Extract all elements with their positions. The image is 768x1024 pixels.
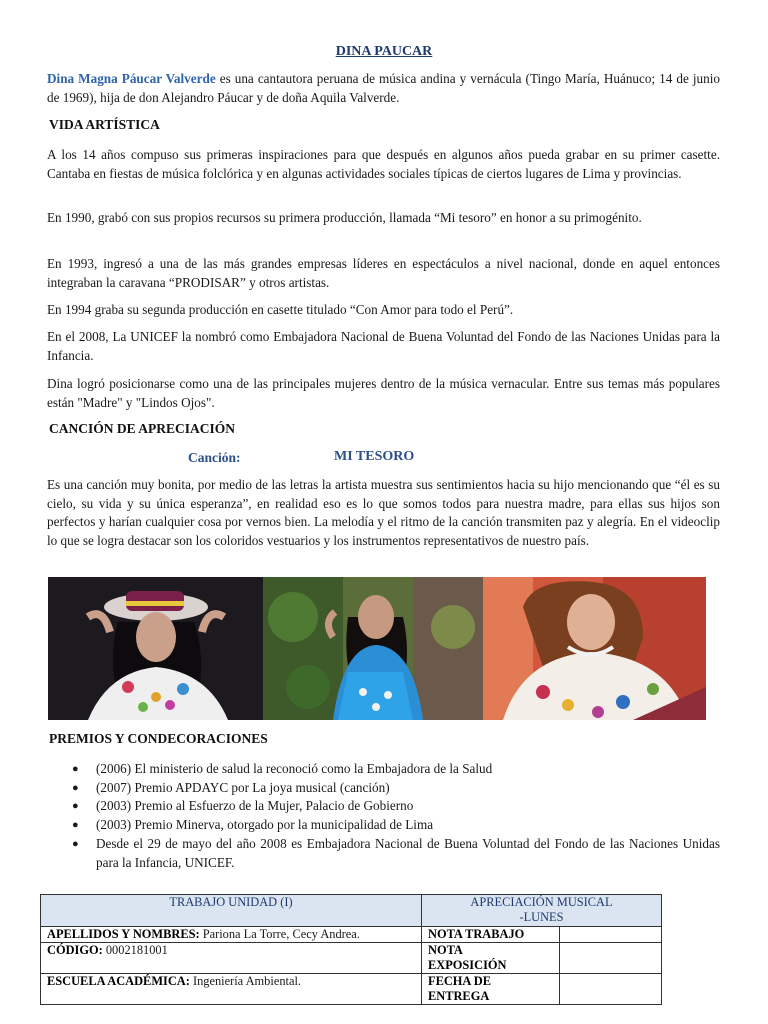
intro-paragraph	[47, 70, 720, 107]
table-head-work: TRABAJO UNIDAD (I)	[41, 895, 422, 927]
award-item: ● Desde el 29 de mayo del año 2008 es Embajadora Nacional de Buena Voluntad del Fondo de las Naciones Unidas para la Infancia, UNICEF.	[72, 835, 720, 870]
student-name-cell: APELLIDOS Y NOMBRES: Pariona La Torre, Cecy Andrea.	[41, 927, 422, 943]
intro-text: es una cantautora peruana de música andina y vernácula (Tingo María, Huánuco; 14 de junio de 1969), hija de don Alejandro Páucar y de doña Aquila Valverde.	[47, 71, 720, 105]
grade-work-value	[560, 927, 662, 943]
appreciation-paragraph: Es una canción muy bonita, por medio de las letras la artista muestra sus sentimientos hacia su hijo mencionando que “él es su cielo, su vida y su única esperanza”, en realidad eso es lo que somos todos para nuestra madre, para ellas sus hijos son perfectos y harían cualquier cosa por vernos bien. La melodía y el ritmo de la canción transmiten paz y alegría. En el videoclip lo que se logra destacar son los coloridos vestuarios y los instrumentos representativos de nuestro país.	[47, 477, 720, 548]
grade-expo-value	[560, 943, 662, 974]
table-head-course: APRECIACIÓN MUSICAL -LUNES	[422, 895, 662, 927]
grade-expo-label: NOTA EXPOSICIÓN	[422, 943, 560, 974]
career-paragraph-1: A los 14 años compuso sus primeras inspiraciones para que después en algunos años pueda grabar en su primer casette. Cantaba en fiestas de música folclórica y en algunas actividades sociales típicas de ciertos lugares de Lima y provincias.	[47, 147, 720, 181]
document-title: DINA PAUCAR	[335, 44, 433, 59]
bullet-icon: ●	[72, 781, 79, 794]
student-code-cell: CÓDIGO: 0002181001	[41, 943, 422, 974]
career-paragraph-6: Dina logró posicionarse como una de las principales mujeres dentro de la música vernacular. Entre sus temas más populares están "Madre" y "Lindos Ojos".	[47, 376, 720, 410]
award-item: ● (2006) El ministerio de salud la reconoció como la Embajadora de la Salud	[47, 760, 720, 779]
delivery-date-value	[560, 974, 662, 1005]
award-item: ● (2007) Premio APDAYC por La joya musical (canción)	[47, 779, 720, 798]
appreciation-heading: CANCIÓN DE APRECIACIÓN	[49, 421, 236, 436]
career-paragraph-2: En 1990, grabó con sus propios recursos su primera producción, llamada “Mi tesoro” en honor a su primogénito.	[47, 210, 642, 225]
bullet-icon: ●	[72, 800, 79, 813]
award-item: ● (2003) Premio Minerva, otorgado por la municipalidad de Lima	[47, 816, 720, 835]
award-item: ● (2003) Premio al Esfuerzo de la Mujer, Palacio de Gobierno	[47, 797, 720, 816]
bullet-icon: ●	[72, 763, 79, 775]
song-label: Canción:	[188, 450, 241, 465]
song-title: MI TESORO	[334, 449, 415, 464]
bullet-icon: ●	[72, 837, 79, 850]
bullet-icon: ●	[72, 819, 79, 832]
artist-name: Dina Magna Páucar Valverde	[47, 71, 216, 86]
career-paragraph-5: En el 2008, La UNICEF la nombró como Embajadora Nacional de Buena Voluntad del Fondo de las Naciones Unidas para la Infancia.	[47, 329, 720, 363]
career-paragraph-3: En 1993, ingresó a una de las más grandes empresas líderes en espectáculos a nivel nacional, donde en aquel entonces integraban la caravana “PRODISAR” y otros artistas.	[47, 256, 720, 290]
awards-list	[47, 760, 720, 872]
student-info-table	[40, 894, 662, 1005]
career-heading: VIDA ARTÍSTICA	[49, 117, 160, 132]
artist-photo-3	[483, 577, 706, 720]
grade-work-label: NOTA TRABAJO	[422, 927, 560, 943]
artist-photo-2	[263, 577, 483, 720]
artist-photo-1	[48, 577, 263, 720]
awards-heading: PREMIOS Y CONDECORACIONES	[49, 731, 268, 746]
student-school-cell: ESCUELA ACADÉMICA: Ingeniería Ambiental.	[41, 974, 422, 1005]
career-paragraph-4: En 1994 graba su segunda producción en casette titulado “Con Amor para todo el Perú”.	[47, 302, 514, 317]
delivery-date-label: FECHA DE ENTREGA	[422, 974, 560, 1005]
